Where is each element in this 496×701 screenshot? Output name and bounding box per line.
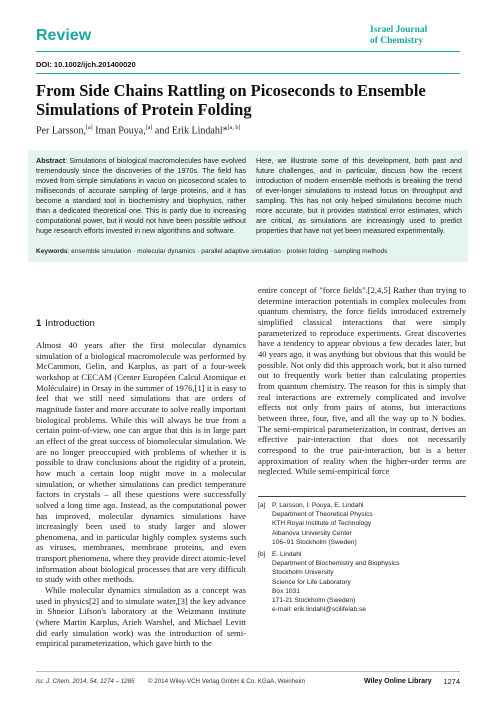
footer-copyright: © 2014 Wiley-VCH Verlag GmbH & Co. KGaA, Weinheim <box>148 678 306 685</box>
footer-rule <box>36 671 460 672</box>
author-affiliation-mark: [a] <box>145 125 153 131</box>
journal-name <box>370 25 460 46</box>
abstract-right-column: Here, we illustrate some of this development, both past and future challenges, and in particular, discuss how the recent introduction of modern ensemble methods is breaking the trend of ever-longer simulations to instead focus on throughput and sampling. This has not only helped simulations become much more accurate, but it provides statistical error estimates, which are critical, as simulations are increasingly used to predict properties that have not yet been measured experimentally. <box>256 156 462 235</box>
body-paragraph: entire concept of "force fields".[2,4,5] Rather than trying to determine interaction potentials in complex molecules from quantum chemistry, the force fields introduced extremely simplified classical interactions that were simply parameterized to reproduce experiments. Great discoveries have a tendency to appear obvious a few decades later, but 40 years ago, it was anything but obvious that this would be possible. Not only did this approach work, but it also turned out to frequently work better than calculating properties from quantum chemistry. The reason for this is simply that real interactions are extremely complicated and involve effects not only from pairs of atoms, but interactions between three, four, five, and all the way up to N bodies. The semi-empirical parameterization, in contrast, derives an effective pair-interaction that does not necessarily correspond to the true pair-interaction, but is a better approximation of reality when the higher-order terms are neglected. While semi-empirical force <box>258 285 466 477</box>
body-column-right <box>258 285 466 477</box>
affiliation-line: Science for Life Laboratory <box>272 578 351 586</box>
affiliation-line: KTH Royal Institute of Technology <box>272 520 372 528</box>
section-number: 1 <box>36 318 42 329</box>
journal-name-line2: of Chemistry <box>370 35 424 46</box>
doi[interactable]: DOI: 10.1002/ijch.201400020 <box>36 60 136 69</box>
footer-citation: Isr. J. Chem. 2014, 54, 1274 – 1285 <box>36 678 135 685</box>
keywords-list: : ensemble simulation · molecular dynamics · parallel adaptive simulation · protein folding · sampling methods <box>67 248 388 255</box>
article-title: From Side Chains Rattling on Picoseconds to Ensemble Simulations of Protein Folding <box>36 81 426 119</box>
affiliation-line: E. Lindahl <box>272 551 302 559</box>
affiliation-a <box>258 501 466 547</box>
section-title: Introduction <box>45 318 95 329</box>
affiliation-lines <box>272 501 373 547</box>
journal-name-line1: Israel Journal <box>370 25 428 35</box>
author-affiliation-mark: [a, b] <box>227 125 241 131</box>
keywords-label: Keywords <box>36 248 68 255</box>
abstract-label: Abstract <box>36 156 66 165</box>
abstract-box <box>28 150 468 262</box>
doi-rule <box>36 73 460 74</box>
header-rule <box>36 51 460 52</box>
author-affiliation-mark: [a] <box>86 125 93 131</box>
affiliation-tag: [a] <box>258 502 266 509</box>
author-name: and Erik Lindahl* <box>152 125 228 137</box>
section-type-label: Review <box>36 27 92 44</box>
affiliation-line: 171-21 Stockholm (Sweden) <box>272 597 356 605</box>
affiliation-b <box>258 550 466 614</box>
abstract-left-column <box>36 156 246 236</box>
abstract-text: : Simulations of biological macromolecules have evolved tremendously since the discoveries of the 1970s. The field has moved from simple simulations in vacuo on picosecond scales to milliseconds of accurate sampling of large proteins, and it has become a standard tool in biochemistry and biophysics, rather than a dedicated theoretical one. This is partly due to increasing computational power, but it would not have been possible without huge research efforts invested in new algorithms and software. <box>36 156 246 235</box>
body-paragraph: While molecular dynamics simulation as a concept was used in physics[2] and to simulate water,[3] the key advance in Shneior Lifson's laboratory at the Weizmann institute (where Martin Karplus, Arieh Warshel, and Michael Levitt did early simulation work) was the introduction of semi-empirical parameterization, which gave birth to the <box>36 585 246 649</box>
body-column-left <box>36 340 246 649</box>
page-number: 1274 <box>443 677 460 686</box>
email-link[interactable]: e-mail: erik.lindahl@scilifelab.se <box>272 606 366 614</box>
footer-publisher-link[interactable]: Wiley Online Library <box>364 678 432 685</box>
affiliation-line: Department of Theoretical Physics <box>272 511 373 519</box>
author-list <box>36 125 240 136</box>
author-name: Iman Pouya, <box>92 125 146 137</box>
affiliations <box>258 496 466 617</box>
affiliation-line: P. Larsson, I. Pouya, E. Lindahl <box>272 502 364 509</box>
affiliation-line: Department of Biochemistry and Biophysics <box>272 560 400 568</box>
body-paragraph: Almost 40 years after the first molecular dynamics simulation of a biological macromolecule was performed by McCammon, Gelin, and Karplus, as part of a four-week workshop at CECAM (Center Européen Calcul Atomique et Moléculaire) in Orsay in the summer of 1976,[1] it is easy to feel that we still need simulations that are orders of magnitude faster and more accurate to solve really important biological problems. While this will always be true from a certain point-of-view, one can argue that this is in large part an effect of the great success of biomolecular simulation. We are no longer preoccupied with problems of whether it is possible to draw conclusions about the rigidity of a protein, how much a certain loop might move in a molecular simulation, or whether simulations can predict temperature factors in crystals – all these questions were successfully solved a long time ago. Instead, as the computational power has improved, molecular dynamics simulations have increasingly been used to study larger and slower phenomena, and in particular highly complex systems such as viruses, membranes, membrane proteins, and even transport phenomena, where they provide direct atomic-level information about biological processes that are very difficult to study with other methods. <box>36 340 246 585</box>
affiliation-tag: [b] <box>258 551 266 559</box>
affiliation-line: Stockholm University <box>272 569 334 577</box>
affiliation-line: 106–91 Stockholm (Sweden) <box>272 538 357 546</box>
section-heading <box>36 318 95 329</box>
keywords <box>36 248 462 255</box>
author-name: Per Larsson, <box>36 125 86 137</box>
affiliation-line: Albanova University Center <box>272 529 352 537</box>
affiliation-lines <box>272 550 400 614</box>
affiliation-line: Box 1031 <box>272 587 300 595</box>
